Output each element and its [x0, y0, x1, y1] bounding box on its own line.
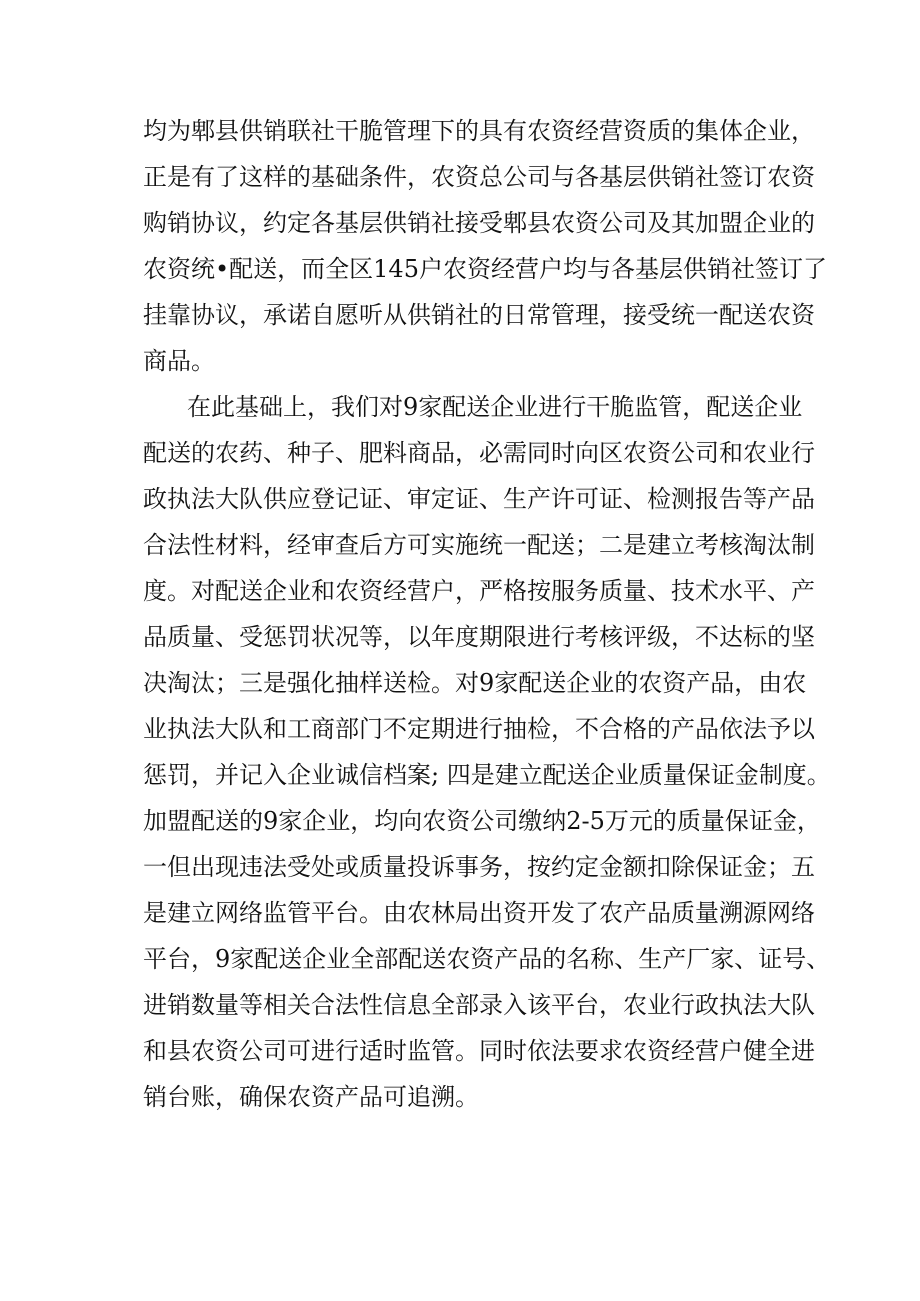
- text-line: 均为郫县供销联社干脆管理下的具有农资经营资质的集体企业，: [143, 117, 815, 145]
- text-line: 商品。: [143, 347, 215, 375]
- paragraph-2: [143, 384, 831, 1120]
- text-line: 是建立网络监管平台。由农林局出资开发了农产品质量溯源网络: [143, 899, 815, 927]
- text-line: 合法性材料，经审查后方可实施统一配送；二是建立考核淘汰制: [143, 531, 815, 559]
- text-line: 进销数量等相关合法性信息全部录入该平台，农业行政执法大队: [143, 991, 815, 1019]
- text-line: 决淘汰；三是强化抽样送检。对9家配送企业的农资产品，由农: [143, 669, 807, 697]
- text-line: 品质量、受惩罚状况等，以年度期限进行考核评级，不达标的坚: [143, 623, 815, 651]
- text-line: 业执法大队和工商部门不定期进行抽检，不合格的产品依法予以: [143, 715, 815, 743]
- text-line: 度。对配送企业和农资经营户，严格按服务质量、技术水平、产: [143, 577, 815, 605]
- text-line: 和县农资公司可进行适时监管。同时依法要求农资经营户健全进: [143, 1037, 815, 1065]
- text-line: 正是有了这样的基础条件，农资总公司与各基层供销社签订农资: [143, 163, 815, 191]
- text-line: 在此基础上，我们对9家配送企业进行干脆监管，配送企业: [187, 393, 803, 421]
- text-line: 惩罚，并记入企业诚信档案; 四是建立配送企业质量保证金制度。: [143, 761, 831, 789]
- text-line: 农资统•配送，而全区145户农资经营户均与各基层供销社签订了: [143, 255, 827, 283]
- text-line: 配送的农药、种子、肥料商品，必需同时向区农资公司和农业行: [143, 439, 815, 467]
- text-line: 购销协议，约定各基层供销社接受郫县农资公司及其加盟企业的: [143, 209, 815, 237]
- text-line: 政执法大队供应登记证、审定证、生产许可证、检测报告等产品: [143, 485, 815, 513]
- text-line: 销台账，确保农资产品可追溯。: [143, 1083, 479, 1111]
- paragraph-1: [143, 108, 827, 384]
- text-line: 平台，9家配送企业全部配送农资产品的名称、生产厂家、证号、: [143, 945, 831, 973]
- text-line: 挂靠协议，承诺自愿听从供销社的日常管理，接受统一配送农资: [143, 301, 815, 329]
- document-body: [143, 108, 831, 1120]
- text-line: 加盟配送的9家企业，均向农资公司缴纳2-5万元的质量保证金，: [143, 807, 821, 835]
- text-line: 一但出现违法受处或质量投诉事务，按约定金额扣除保证金；五: [143, 853, 815, 881]
